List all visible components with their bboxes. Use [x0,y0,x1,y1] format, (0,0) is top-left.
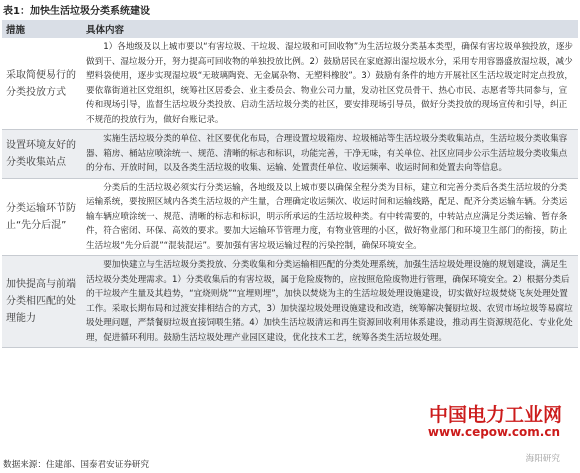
header-content: 具体内容 [82,20,578,38]
content-cell: 实施生活垃圾分类的单位、社区要优化布局，合理设置垃圾箱房、垃圾桶站等生活垃圾分类收集站点，生活垃圾分类收集容器、箱房、桶站应喷涂统一、规范、清晰的标志和标识，功能完善，干净无味，有关单位、社区应同步公示生活垃圾分类收集点的分布、开放时间，以及各类生活垃圾的收集、运输、处置责任单位、收运频率、收运时间和处置去向等信息。 [82,130,578,179]
measures-table [2,20,578,348]
measure-cell: 加快提高与前端分类相匹配的处理能力 [2,256,82,348]
source-note: 数据来源：住建部、国泰君安证券研究 [3,460,150,470]
header-measure: 措施 [2,20,82,38]
measure-cell: 设置环境友好的分类收集站点 [2,130,82,179]
table-row [2,38,578,130]
measure-cell: 分类运输环节防止“先分后混” [2,178,82,256]
content-cell: 1）各地级及以上城市要以“有害垃圾、干垃圾、湿垃圾和可回收物”为生活垃圾分类基本类型，确保有害垃圾单独投放，逐步做到干、湿垃圾分开，努力提高可回收物的单独投放比例。2）鼓励居民在家庭源出湿垃圾水分，采用专用容器盛放湿垃圾，减少塑料袋使用，逐步实现湿垃圾“无玻璃陶瓷、无金属杂物、无塑料橡胶”。3）鼓励有条件的地方开展社区生活垃圾定时定点投放，要依靠街道社区党组织，统筹社区居委会、业主委员会、物业公司力量，发动社区党员骨干、热心市民、志愿者等共同参与，宣传和现场引导，监督生活垃圾分类投放、启动生活垃圾分类的社区，要安排现场引导员，做好分类投放的现场宣传和引导，纠正不规范的投放行为，做好台账记录。 [82,38,578,130]
watermark-account: 海阳研究 [525,454,560,464]
content-cell: 分类后的生活垃圾必须实行分类运输，各地级及以上城市要以确保全程分类为目标，建立和完善分类后各类生活垃圾的分类运输系统，要按照区域内各类生活垃圾的产生量，合理确定收运频次、收运时间和运输线路，配足、配齐分类运输车辆。分类运输车辆应喷涂统一、规范、清晰的标志和标识，明示所承运的生活垃圾种类。有中转需要的，中转站点应满足分类运输、暂存条件，符合密闭、环保、高效的要求。要加大运输环节管理力度，有物业管理的小区，做好物业部门和环境卫生部门的衔接，防止生活垃圾“先分后混”“混装混运”。要加强有害垃圾运输过程的污染控制，确保环境安全。 [82,178,578,256]
table-title: 表1：加快生活垃圾分类系统建设 [3,6,150,17]
watermark-logo-text: 中国电力工业网 [428,404,562,426]
watermark-url: www.cepow.com.cn [427,425,560,439]
table-header-row [2,20,578,38]
measure-cell: 采取简便易行的分类投放方式 [2,38,82,130]
table-row [2,178,578,256]
table-row [2,130,578,179]
table-row [2,256,578,348]
content-cell: 要加快建立与生活垃圾分类投放、分类收集和分类运输相匹配的分类处理系统，加强生活垃圾处理设施的规划建设，满足生活垃圾分类处理需求。1）分类收集后的有害垃圾，属于危险废物的，应按照危险废物进行管理，确保环境安全。2）根据分类后的干垃圾产生量及其趋势，“宜烧则烧”“宜埋则埋”，加快以焚烧为主的生活垃圾处理设施建设，切实做好垃圾焚烧飞灰处理处置工作。采取长期布局和过渡安排相结合的方式，3）加快湿垃圾处理设施建设和改造，统筹解决餐厨垃圾、农贸市场垃圾等易腐垃圾处理问题，严禁餐厨垃圾直接饲喂生猪。4）加快生活垃圾清运和再生资源回收利用体系建设，推动再生资源规范化、专业化处理，促进循环利用。鼓励生活垃圾处理产业园区建设，优化技术工艺，统筹各类生活垃圾处理。 [82,256,578,348]
